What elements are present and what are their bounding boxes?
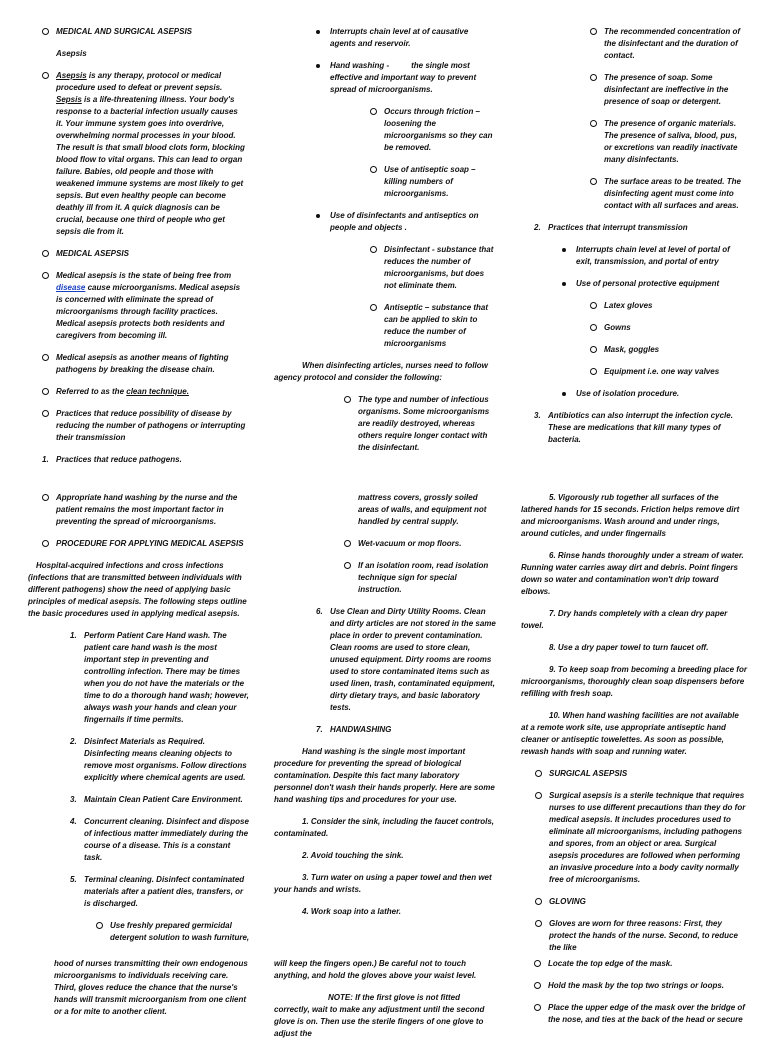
hood-continuation: hood of nurses transmitting their own endogenous microorganisms to individuals receiving care. Third, gloves reduce the chance that the nurse's hands will transmit microorganism from one client or a for mite to another client. <box>54 959 248 1016</box>
step-text: Terminal cleaning. Disinfect contaminated materials after a patient dies, transfers, or is discharged. <box>84 875 245 908</box>
step-6 <box>316 606 496 714</box>
ppe-item: Use of personal protective equipment <box>562 278 746 290</box>
interrupts-agent-item: Interrupts chain level at of causative agents and reservoir. <box>316 26 496 50</box>
asepsis-heading: Asepsis <box>56 49 87 58</box>
wet-vacuum-item: Wet-vacuum or mop floors. <box>344 538 496 550</box>
procedure-heading: PROCEDURE FOR APPLYING MEDICAL ASEPSIS <box>42 538 250 550</box>
referred-text: Referred to as the <box>56 387 127 396</box>
practices-reduce-possibility: Practices that reduce possibility of disease by reducing the number of pathogens or interrupting their transmission <box>42 408 247 444</box>
surgical-asepsis-definition: Surgical asepsis is a sterile technique that requires nurses to use different precautions than they do for medical asepsis. It includes procedures used to eliminate all microorganisms, including pathogens and spores, from an object or area. Surgical asepsis procedures are followed when performing an invasive procedure into a body cavity normally free of microorganisms. <box>535 790 747 886</box>
page1-column-2 <box>274 26 496 464</box>
item-number: 2. <box>534 223 541 232</box>
page3-column-2 <box>274 958 496 1050</box>
handwashing-step-10: 10. When hand washing facilities are not available at a remote work site, use appropriate antiseptic hand cleaner or antiseptic towelettes. As soon as possible, rewash hands with soap and running water. <box>521 711 739 756</box>
surgical-asepsis-heading: SURGICAL ASEPSIS <box>535 768 747 780</box>
fingers-continuation: will keep the fingers open.) Be careful not to touch anything, and hold the gloves above your waist level. <box>274 959 477 980</box>
page3-column-1 <box>54 958 250 1028</box>
step-number: 6. <box>316 607 323 616</box>
step-text: HANDWASHING <box>330 725 392 734</box>
antiseptic-definition: Antiseptic – substance that can be applied to skin to reduce the number of microorganisms <box>370 302 496 350</box>
item-number: 3. <box>534 411 541 420</box>
step-number: 7. <box>316 725 323 734</box>
disinfectants-item: Use of disinfectants and antiseptics on people and objects . <box>316 210 496 234</box>
step-text: Perform Patient Care Hand wash. The patient care hand wash is the most important step in preventing and controlling infection. There may be times when you do not have the materials or the time to do a thorough hand wash; however, always wash your hands and clean your fingernails if time permits. <box>84 631 249 724</box>
concentration-item: The recommended concentration of the disinfectant and the duration of contact. <box>590 26 746 62</box>
step-number: 1. <box>70 631 77 640</box>
step-text: Disinfect Materials as Required. Disinfecting means cleaning objects to remove most organisms. Follow directions explicitly where chemical agents are used. <box>84 737 247 782</box>
title-heading <box>42 26 247 38</box>
friction-item: Occurs through friction – loosening the microorganisms so they can be removed. <box>370 106 496 154</box>
clean-technique-term: clean technique. <box>126 387 189 396</box>
handwashing-step-4: 4. Work soap into a lather. <box>302 907 401 916</box>
medical-asepsis-definition <box>42 270 247 342</box>
page2-column-3 <box>521 492 747 964</box>
title-text: MEDICAL AND SURGICAL ASEPSIS <box>56 27 193 36</box>
step-number: 2. <box>70 737 77 746</box>
hospital-acquired-paragraph: Hospital-acquired infections and cross infections (infections that are transmitted between individuals with different pathogens) show the need of applying basic principles of medical asepsis. The following steps outline the basic procedures used in applying medical asepsis. <box>28 561 247 618</box>
note-paragraph: NOTE: If the first glove is not fitted correctly, wait to make any adjustment until the second glove is on. Then use the sterile fingers of one glove to adjust the <box>274 993 485 1038</box>
item-number: 1. <box>42 455 49 464</box>
type-number-item: The type and number of infectious organisms. Some microorganisms are readily destroyed, whereas others require longer contact with the disinfectant. <box>344 394 496 454</box>
step-2 <box>70 736 250 784</box>
soap-presence-item: The presence of soap. Some disinfectant are ineffective in the presence of soap or detergent. <box>590 72 746 108</box>
page1-column-1 <box>42 26 247 476</box>
ma-def-text-b: cause microorganisms. Medical asepsis is concerned with eliminate the spread of microorganisms through facility practices. Medical asepsis protects both residents and caregivers from becoming ill. <box>56 283 241 340</box>
disease-link[interactable]: disease <box>56 283 86 292</box>
step-5 <box>70 874 250 910</box>
step-text: Maintain Clean Patient Care Environment. <box>84 795 243 804</box>
step-3 <box>70 794 250 806</box>
germicidal-item: Use freshly prepared germicidal detergent solution to wash furniture, <box>96 920 250 944</box>
handwashing-step-7: 7. Dry hands completely with a clean dry paper towel. <box>521 609 728 630</box>
asepsis-def-text-a: is any therapy, protocol or medical procedure used to defeat or prevent sepsis. <box>56 71 223 92</box>
step-7 <box>316 724 496 736</box>
step-number: 3. <box>70 795 77 804</box>
item-text: Antibiotics can also interrupt the infection cycle. These are medications that kill many types of bacteria. <box>548 411 733 444</box>
handwashing-nurse-item: Appropriate hand washing by the nurse and the patient remains the most important factor in preventing the spread of microorganisms. <box>42 492 250 528</box>
antiseptic-soap-item: Use of antiseptic soap – killing numbers of microorganisms. <box>370 164 496 200</box>
handwashing-text: the single most effective and important way to prevent spread of microorganisms. <box>330 61 477 94</box>
mask-goggles-item: Mask, goggles <box>590 344 746 356</box>
isolation-item: Use of isolation procedure. <box>562 388 746 400</box>
sepsis-term: Sepsis <box>56 95 82 104</box>
page1-column-3 <box>534 26 746 456</box>
place-mask-item: Place the upper edge of the mask over the bridge of the nose, and ties at the back of the head or secure <box>534 1002 746 1026</box>
step-number: 5. <box>70 875 77 884</box>
when-disinfecting-paragraph: When disinfecting articles, nurses need to follow agency protocol and consider the following: <box>274 361 488 382</box>
handwashing-step-2: 2. Avoid touching the sink. <box>302 851 404 860</box>
asepsis-definition <box>42 70 247 238</box>
handwashing-label: Hand washing - <box>330 61 390 70</box>
equipment-item: Equipment i.e. one way valves <box>590 366 746 378</box>
latex-gloves-item: Latex gloves <box>590 300 746 312</box>
interrupts-portal-item: Interrupts chain level at level of portal of exit, transmission, and portal of entry <box>562 244 746 268</box>
medical-asepsis-means: Medical asepsis as another means of fighting pathogens by breaking the disease chain. <box>42 352 247 376</box>
step-1 <box>70 630 250 726</box>
gloving-heading: GLOVING <box>535 896 747 908</box>
disinfectant-definition: Disinfectant - substance that reduces the number of microorganisms, but does not eliminate them. <box>370 244 496 292</box>
hold-mask-item: Hold the mask by the top two strings or loops. <box>534 980 746 992</box>
page3-column-3 <box>534 958 746 1036</box>
gloves-reasons-item: Gloves are worn for three reasons: First, they protect the hands of the nurse. Second, to reduce the like <box>535 918 747 954</box>
item-text: Practices that interrupt transmission <box>548 223 688 232</box>
asepsis-term: Asepsis <box>56 71 87 80</box>
clean-technique-item <box>42 386 247 398</box>
page2-column-1 <box>28 492 250 954</box>
handwashing-item <box>316 60 496 96</box>
handwashing-step-6: 6. Rinse hands thoroughly under a stream of water. Running water carries away dirt and debris. Point fingers down so water and contamination won't drip toward elbows. <box>521 551 744 596</box>
asepsis-def-text-b: is a life-threatening illness. Your body's response to a bacterial infection usually causes it. Your immune system goes into overdrive, overwhelming normal processes in your blood. The result is that small blood clots form, blocking blood flow to vital organs. This can lead to organ failure. Babies, old people and those with weakened immune systems are most likely to get sepsis. But even healthy people can become deathly ill from it. A quick diagnosis can be crucial, because one third of people who get sepsis die from it. <box>56 95 245 236</box>
handwashing-step-3: 3. Turn water on using a paper towel and then wet your hands and wrists. <box>274 873 492 894</box>
item-text: Practices that reduce pathogens. <box>56 455 182 464</box>
gowns-item: Gowns <box>590 322 746 334</box>
numbered-item-3 <box>534 410 746 446</box>
handwashing-step-5: 5. Vigorously rub together all surfaces of the lathered hands for 15 seconds. Friction helps remove dirt and microorganisms. Wash around and under rings, around cuticles, and under fingernails <box>521 493 740 538</box>
handwashing-step-1: 1. Consider the sink, including the faucet controls, contaminated. <box>274 817 495 838</box>
numbered-item-1 <box>42 454 247 466</box>
numbered-item-2 <box>534 222 746 234</box>
organic-materials-item: The presence of organic materials. The presence of saliva, blood, pus, or excretions van readily inactivate many disinfectants. <box>590 118 746 166</box>
step-4 <box>70 816 250 864</box>
medical-asepsis-heading: MEDICAL ASEPSIS <box>42 248 247 260</box>
handwashing-step-9: 9. To keep soap from becoming a breeding place for microorganisms, thoroughly clean soap dispensers before refilling with fresh soap. <box>521 665 747 698</box>
mattress-continuation: mattress covers, grossly soiled areas of walls, and equipment not handled by central supply. <box>358 493 487 526</box>
step-text: Concurrent cleaning. Disinfect and dispose of infectious matter immediately during the course of a disease. This is a constant task. <box>84 817 249 862</box>
step-text: Use Clean and Dirty Utility Rooms. Clean and dirty articles are not stored in the same place in order to prevent contamination. Clean rooms are used to store clean, unused equipment. Dirty rooms are rooms used to store contaminated items such as used linen, trash, contaminated equipment, dirty dietary trays, and basic laboratory tests. <box>330 607 496 712</box>
isolation-room-item: If an isolation room, read isolation technique sign for special instruction. <box>344 560 496 596</box>
surface-areas-item: The surface areas to be treated. The disinfecting agent must come into contact with all surfaces and areas. <box>590 176 746 212</box>
page2-column-2 <box>274 492 496 928</box>
locate-mask-item: Locate the top edge of the mask. <box>534 958 746 970</box>
handwashing-step-8: 8. Use a dry paper towel to turn faucet off. <box>549 643 709 652</box>
step-number: 4. <box>70 817 77 826</box>
handwashing-intro: Hand washing is the single most important procedure for preventing the spread of biological contamination. Despite this fact many laboratory personnel don't wash their hands properly. Here are some hand washing tips and procedures for your use. <box>274 747 495 804</box>
ma-def-text-a: Medical asepsis is the state of being free from <box>56 271 232 280</box>
